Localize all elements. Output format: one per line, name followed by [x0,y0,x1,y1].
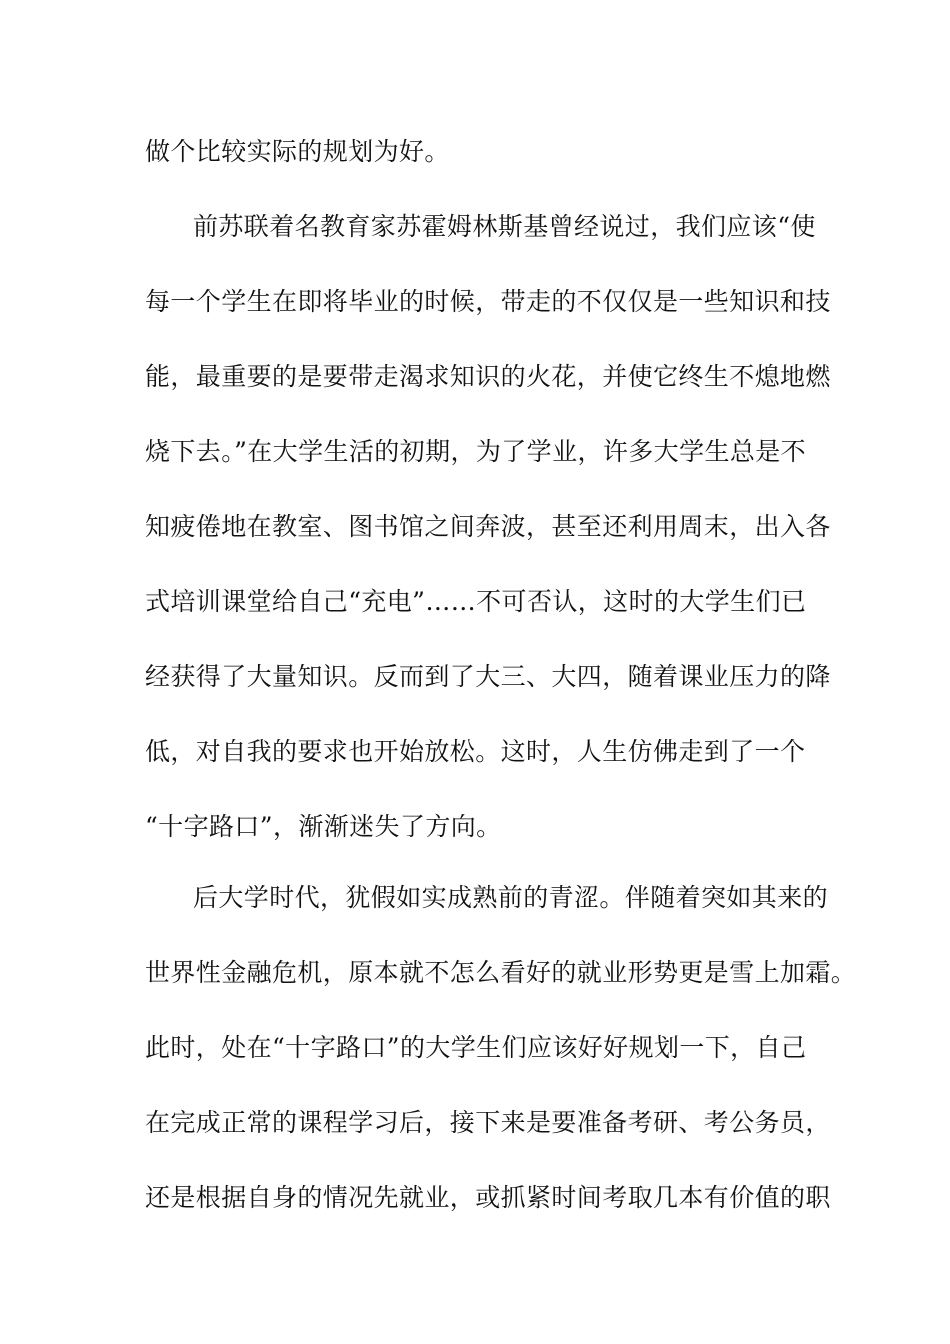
text-line: 做个比较实际的规划为好。 [145,137,450,166]
text-line: 此时，处在“十字路口”的大学生们应该好好规划一下，自己 [145,1033,807,1062]
text-line: 知疲倦地在教室、图书馆之间奔波，甚至还利用周末，出入各 [145,512,831,541]
paragraph-start-line: 前苏联着名教育家苏霍姆林斯基曾经说过，我们应该“使 [193,212,816,241]
text-line: 还是根据自身的情况先就业，或抓紧时间考取几本有价值的职 [145,1183,831,1212]
text-line: 低，对自我的要求也开始放松。这时，人生仿佛走到了一个 [145,737,806,766]
text-line: 每一个学生在即将毕业的时候，带走的不仅仅是一些知识和技 [145,287,831,316]
text-line: 世界性金融危机，原本就不怎么看好的就业形势更是雪上加霜。 [145,958,857,987]
text-line: 在完成正常的课程学习后，接下来是要准备考研、考公务员， [145,1108,831,1137]
text-line: 能，最重要的是要带走渴求知识的火花，并使它终生不熄地燃 [145,362,831,391]
paragraph-start-line: 后大学时代，犹假如实成熟前的青涩。伴随着突如其来的 [193,883,829,912]
text-line: “十字路口”，渐渐迷失了方向。 [145,812,502,841]
text-line: 烧下去。”在大学生活的初期，为了学业，许多大学生总是不 [145,437,807,466]
text-line: 经获得了大量知识。反而到了大三、大四，随着课业压力的降 [145,662,831,691]
text-line: 式培训课堂给自己“充电”……不可否认，这时的大学生们已 [145,587,807,616]
